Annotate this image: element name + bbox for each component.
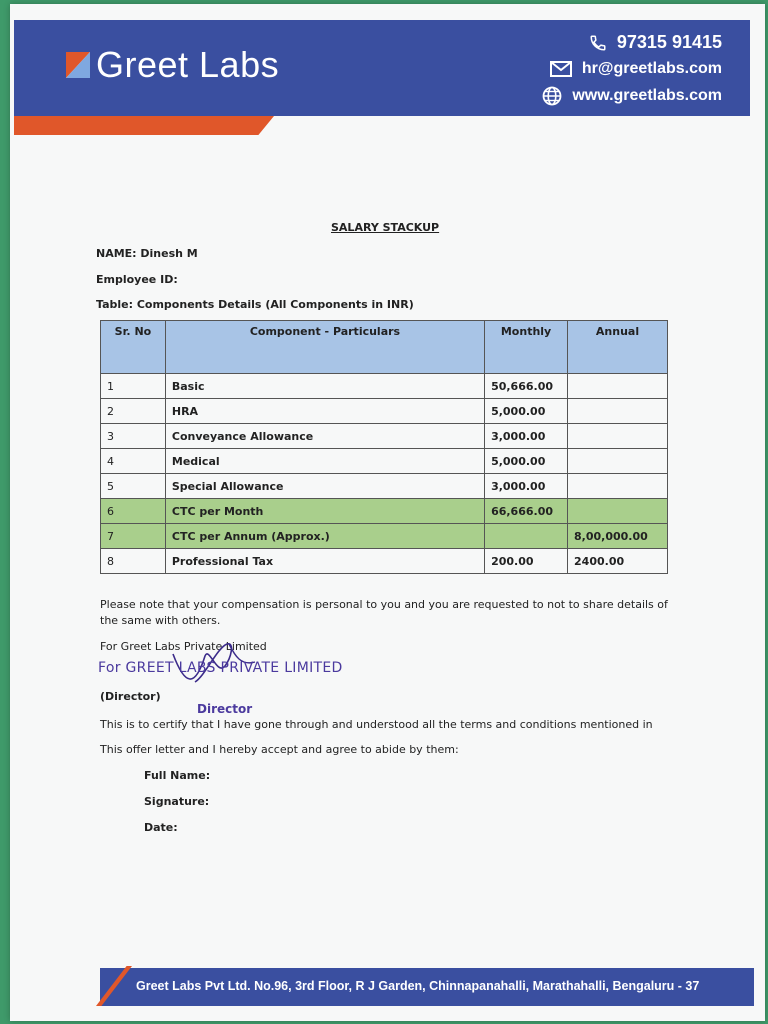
- table-header-row: [101, 321, 668, 374]
- annual-cell: [568, 474, 668, 499]
- sr-cell: 1: [101, 374, 166, 399]
- signature-label: Signature:: [144, 795, 210, 808]
- column-header: Component - Particulars: [165, 321, 484, 374]
- monthly-cell: 50,666.00: [485, 374, 568, 399]
- annual-cell: [568, 499, 668, 524]
- sr-cell: 3: [101, 424, 166, 449]
- column-header: Annual: [568, 321, 668, 374]
- annual-cell: [568, 374, 668, 399]
- component-cell: Basic: [165, 374, 484, 399]
- greet-labs-logo-icon: [66, 52, 90, 78]
- document-title: SALARY STACKUP: [331, 221, 440, 234]
- acceptance-line1: This is to certify that I have gone through and understood all the terms and conditions mentioned in: [100, 718, 653, 731]
- component-cell: CTC per Month: [165, 499, 484, 524]
- table-row: [101, 399, 668, 424]
- footer-address: Greet Labs Pvt Ltd. No.96, 3rd Floor, R J Garden, Chinnapanahalli, Marathahalli, Bengaluru - 37: [136, 979, 700, 993]
- monthly-cell: 66,666.00: [485, 499, 568, 524]
- employee-name: NAME: Dinesh M: [96, 247, 198, 260]
- table-row: [101, 474, 668, 499]
- confidentiality-note-line1: Please note that your compensation is personal to you and you are requested to not to share details of: [100, 598, 668, 611]
- sr-cell: 2: [101, 399, 166, 424]
- monthly-cell: 3,000.00: [485, 424, 568, 449]
- component-cell: CTC per Annum (Approx.): [165, 524, 484, 549]
- table-row: [101, 549, 668, 574]
- component-cell: Professional Tax: [165, 549, 484, 574]
- sr-cell: 7: [101, 524, 166, 549]
- envelope-icon: [550, 61, 572, 77]
- director-label: (Director): [100, 690, 161, 703]
- annual-cell: 2400.00: [568, 549, 668, 574]
- table-row: [101, 424, 668, 449]
- table-row-highlighted: [101, 524, 668, 549]
- column-header: Sr. No: [101, 321, 166, 374]
- website-url: www.greetlabs.com: [572, 87, 722, 104]
- sr-cell: 8: [101, 549, 166, 574]
- brand-name: Greet Labs: [96, 44, 280, 85]
- email-address: hr@greetlabs.com: [581, 60, 722, 77]
- acceptance-line2: This offer letter and I hereby accept and agree to abide by them:: [100, 743, 459, 756]
- sr-cell: 6: [101, 499, 166, 524]
- table-caption: Table: Components Details (All Components in INR): [96, 298, 414, 311]
- contact-email: [550, 60, 722, 78]
- table-row: [101, 449, 668, 474]
- monthly-cell: 3,000.00: [485, 474, 568, 499]
- contact-website: [542, 86, 722, 106]
- annual-cell: [568, 424, 668, 449]
- sr-cell: 5: [101, 474, 166, 499]
- annual-cell: 8,00,000.00: [568, 524, 668, 549]
- column-header: Monthly: [485, 321, 568, 374]
- annual-cell: [568, 449, 668, 474]
- phone-icon: [589, 34, 607, 52]
- letterhead-accent-stripe: [14, 116, 274, 135]
- component-cell: Special Allowance: [165, 474, 484, 499]
- sr-cell: 4: [101, 449, 166, 474]
- table-row-highlighted: [101, 499, 668, 524]
- stamp-director: Director: [197, 702, 253, 716]
- employee-id: Employee ID:: [96, 273, 178, 286]
- component-cell: HRA: [165, 399, 484, 424]
- monthly-cell: [485, 524, 568, 549]
- component-cell: Conveyance Allowance: [165, 424, 484, 449]
- monthly-cell: 5,000.00: [485, 449, 568, 474]
- salary-components-table: [100, 320, 668, 574]
- phone-number: 97315 91415: [616, 32, 722, 52]
- globe-icon: [542, 86, 562, 106]
- full-name-label: Full Name:: [144, 769, 211, 782]
- confidentiality-note-line2: the same with others.: [100, 614, 221, 627]
- company-stamp: For GREET LABS PRIVATE LIMITED: [98, 660, 343, 676]
- component-cell: Medical: [165, 449, 484, 474]
- table-row: [101, 374, 668, 399]
- contact-phone: [589, 32, 722, 53]
- annual-cell: [568, 399, 668, 424]
- for-company-label: For Greet Labs Private Limited: [100, 640, 267, 653]
- monthly-cell: 200.00: [485, 549, 568, 574]
- monthly-cell: 5,000.00: [485, 399, 568, 424]
- date-label: Date:: [144, 821, 178, 834]
